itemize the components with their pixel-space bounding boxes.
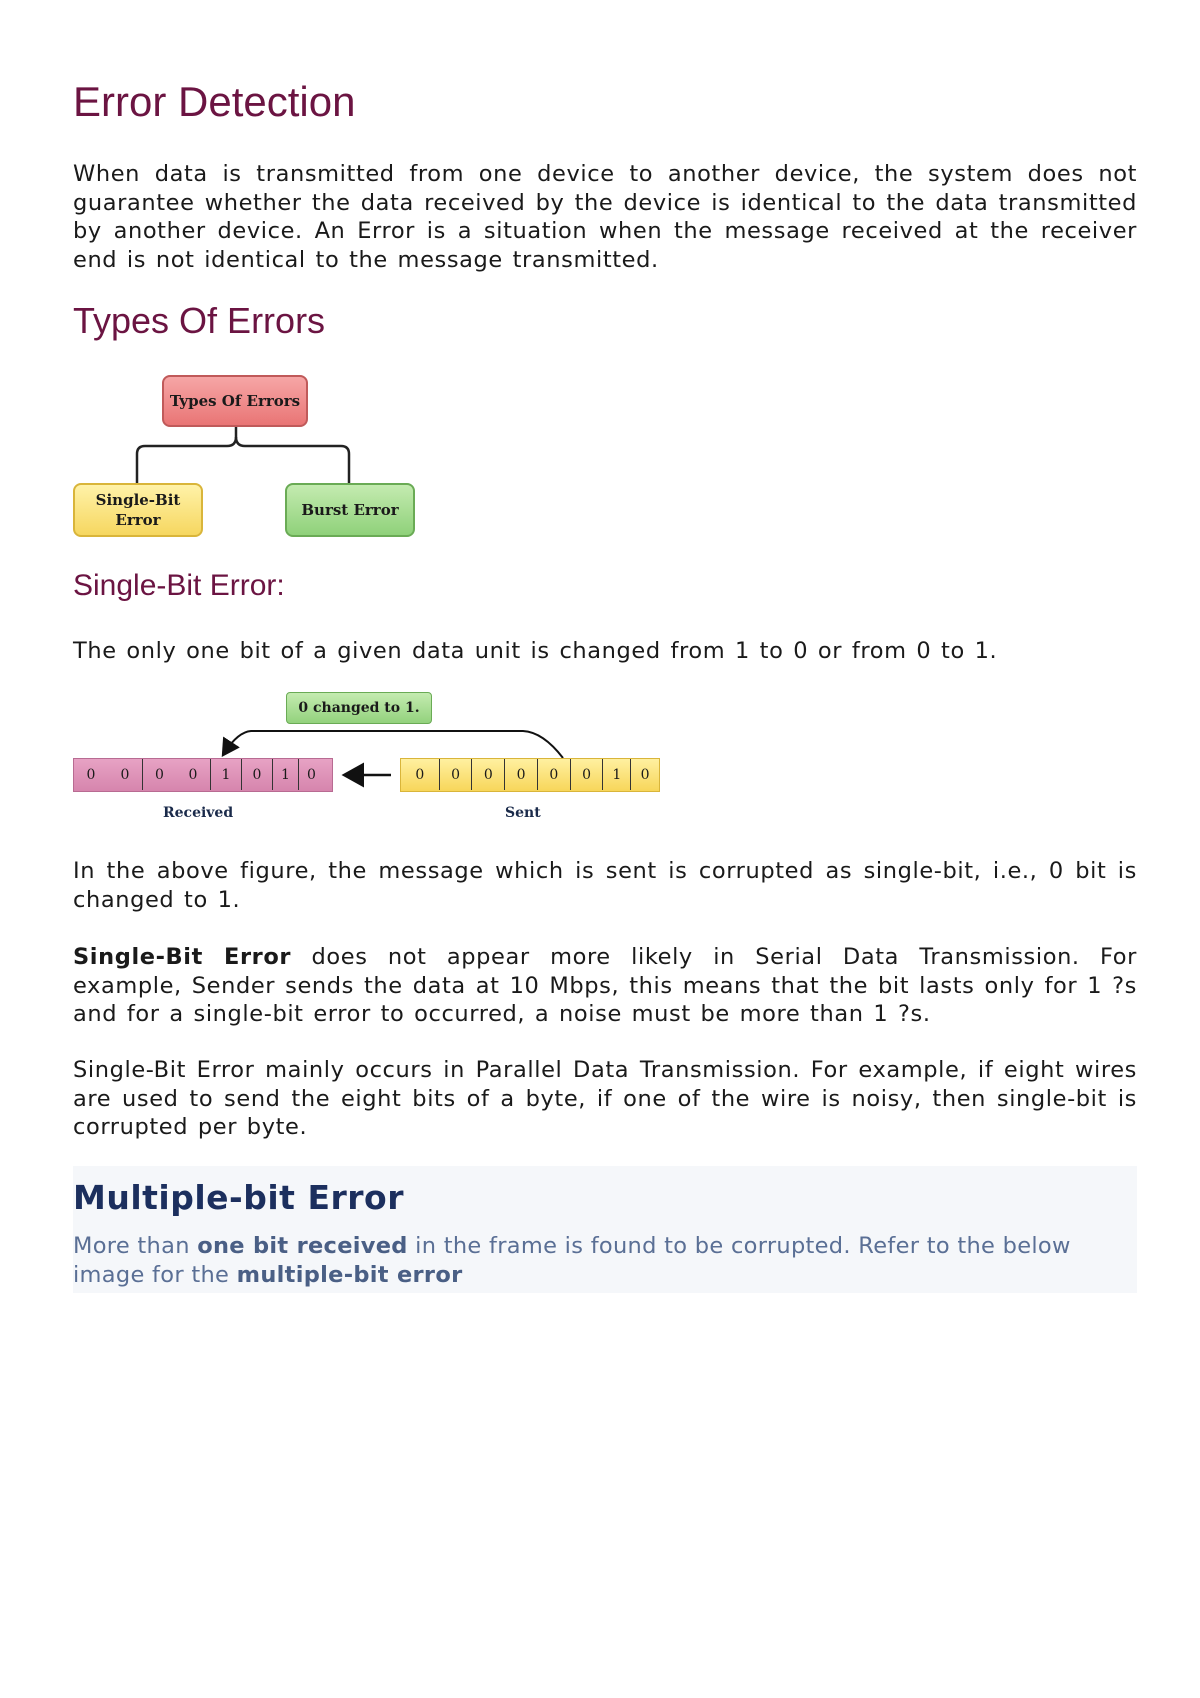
received-bit: 0 [142, 759, 176, 790]
intro-paragraph: When data is transmitted from one device to another device, the system does not guarantee whether the data received by the device is identical to the data transmitted by another device. An Error is a situation when the message received at the receiver end is not identical to the message transmitted. [73, 161, 1137, 273]
received-bit: 0 [188, 766, 198, 783]
received-bit-flipped: 1 [210, 759, 241, 790]
sent-bit: 0 [570, 759, 603, 790]
serial-rest: does not appear more likely in Serial Data Transmission. For example, Sender sends the data at 10 Mbps, this means that the bit lasts only for 1 ?s and for a single-bit error to occurred, a noise must be more than 1 ?s. [73, 944, 1138, 1027]
sent-bits [400, 758, 660, 792]
multiple-bit-text [73, 1232, 1137, 1289]
sent-caption: Sent [505, 805, 541, 821]
multiple-bold-1: one bit received [197, 1233, 408, 1259]
multiple-bit-callout [73, 1166, 1137, 1293]
received-caption: Received [163, 805, 234, 821]
multiple-bold-2: multiple-bit error [236, 1261, 463, 1288]
sent-bit: 0 [504, 759, 537, 790]
single-bit-node-line1: Single-Bit [95, 491, 181, 509]
sent-bit: 0 [415, 766, 425, 783]
multiple-text-2: in the frame is found to be corrupted. Refer to the below image for the [73, 1233, 1071, 1288]
sent-bit: 0 [471, 759, 504, 790]
received-bit: 0 [241, 759, 272, 790]
changed-label: 0 changed to 1. [286, 692, 432, 724]
serial-lead-term: Single-Bit Error [73, 944, 292, 970]
burst-error-node: Burst Error [285, 483, 415, 537]
single-bit-definition: The only one bit of a given data unit is changed from 1 to 0 or from 0 to 1. [73, 638, 998, 664]
parallel-transmission-paragraph: Single-Bit Error mainly occurs in Parallel Data Transmission. For example, if eight wires are used to send the eight bits of a byte, if one of the wire is noisy, then single-bit is corrupted per byte. [73, 1057, 1137, 1140]
sent-bit: 0 [630, 759, 659, 790]
received-bit: 0 [298, 759, 324, 790]
received-bit: 0 [120, 766, 130, 783]
single-bit-error-figure [73, 692, 713, 832]
received-bit: 1 [272, 759, 298, 790]
multiple-bit-heading: Multiple-bit Error [73, 1178, 404, 1217]
single-bit-node-line2: Error [115, 511, 161, 529]
single-bit-heading: Single-Bit Error: [73, 569, 285, 602]
received-bits [73, 758, 333, 792]
sent-bit: 0 [439, 759, 472, 790]
multiple-text-1: More than [73, 1233, 198, 1259]
types-heading: Types Of Errors [73, 300, 326, 341]
page-title: Error Detection [73, 78, 356, 125]
tree-connector [73, 420, 433, 490]
figure-explanation: In the above figure, the message which is sent is corrupted as single-bit, i.e., 0 bit is changed to 1. [73, 858, 1137, 913]
serial-transmission-paragraph [73, 943, 1137, 1029]
sent-bit: 1 [602, 759, 630, 790]
single-bit-error-node [73, 483, 203, 537]
received-bit: 0 [86, 766, 96, 783]
sent-bit: 0 [537, 759, 570, 790]
types-of-errors-node: Types Of Errors [162, 375, 308, 427]
